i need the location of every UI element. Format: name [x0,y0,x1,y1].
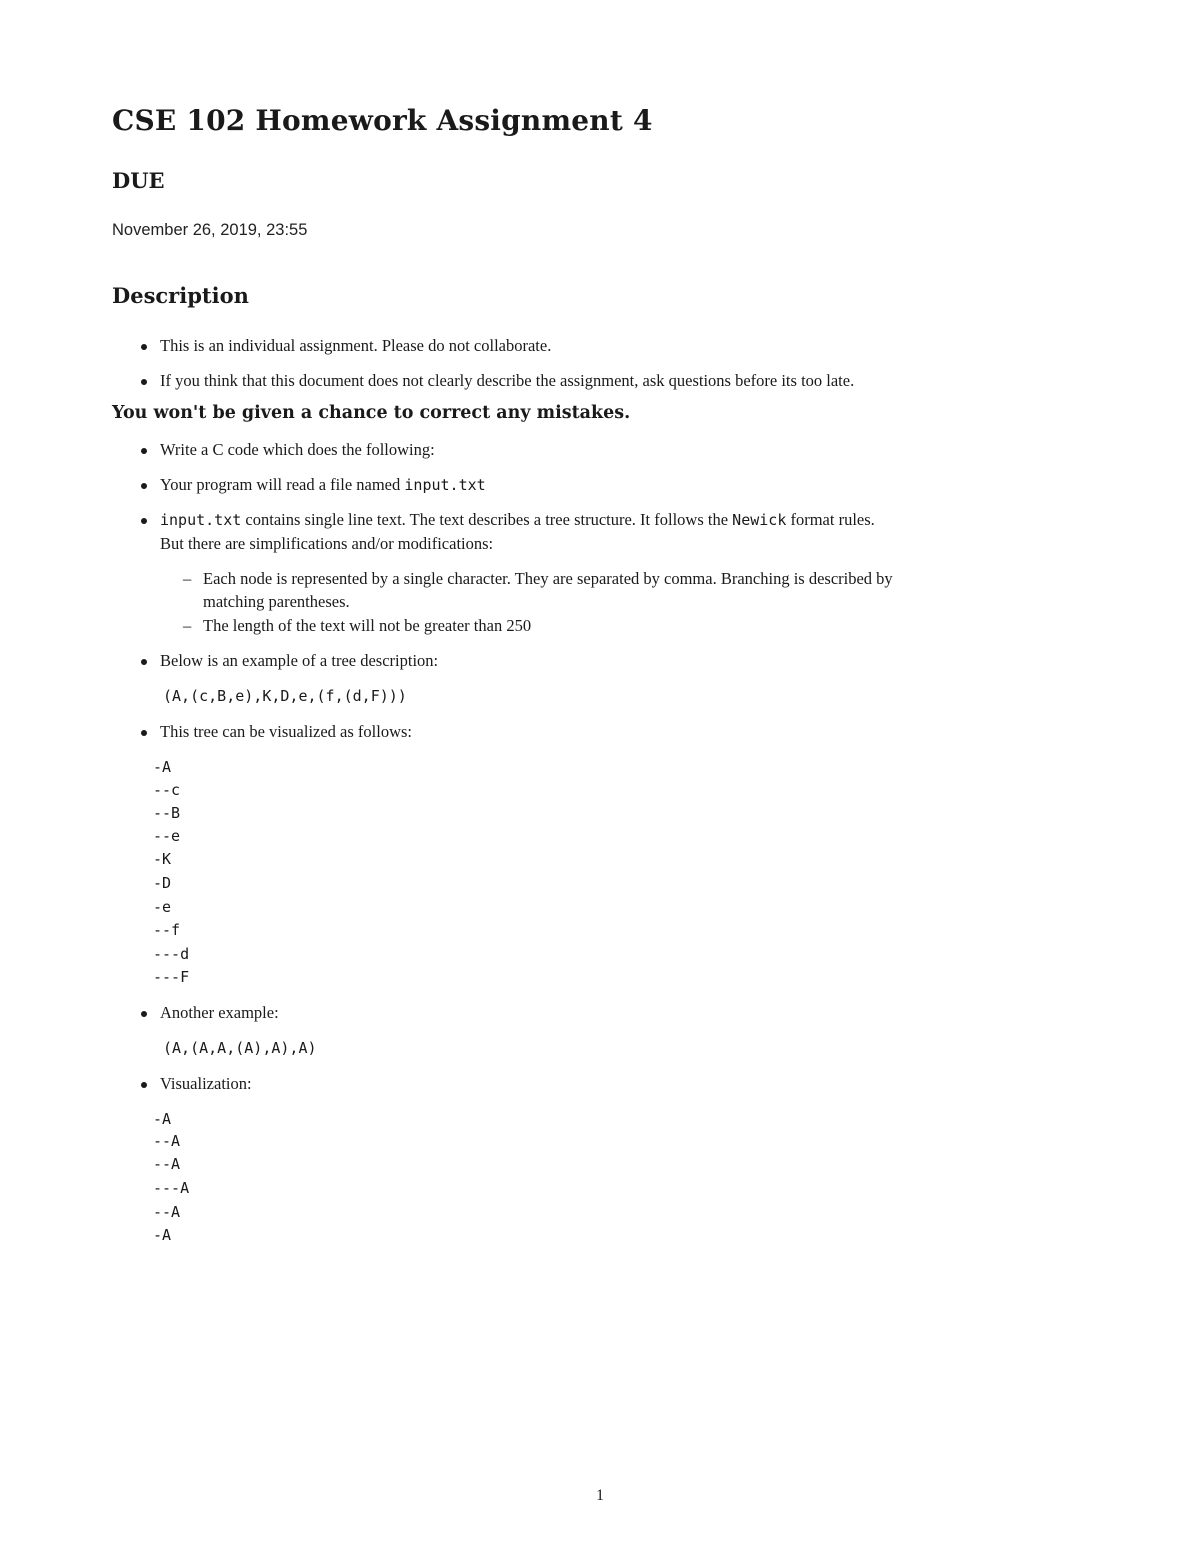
viz1-line: --e [153,827,181,845]
visualization-intro-2: Visualization: [160,1074,252,1093]
viz2-line: -A [153,1226,172,1244]
intro-bullet-2: If you think that this document does not clearly describe the assignment, ask questions before its too late. [160,371,855,390]
viz2-line: --A [153,1132,181,1150]
visualize-intro: This tree can be visualized as follows: [160,722,413,741]
page-number: 1 [596,1487,604,1504]
task-bullet-write-code: Write a C code which does the following: [160,440,435,459]
due-date: November 26, 2019, 23:55 [112,221,308,239]
bullet-icon [141,518,147,524]
bullet-icon [141,659,147,665]
bullet-icon [141,448,147,454]
bullet-icon [141,483,147,489]
viz1-line: --f [153,921,181,939]
input-desc-mid: contains single line text. The text describes a tree structure. It follows the [241,510,733,529]
viz1-line: ---d [153,945,190,963]
page-title: CSE 102 Homework Assignment 4 [112,104,653,137]
warning-text: You won't be given a chance to correct any mistakes. [112,403,631,423]
dash-marker: – [183,569,192,588]
another-example-tree: (A,(A,A,(A),A),A) [163,1039,317,1057]
sub-item-2: The length of the text will not be greater than 250 [203,616,532,635]
bullet-icon [141,1082,147,1088]
read-file-text: Your program will read a file named [160,475,405,494]
viz1-line: ---F [153,968,190,986]
viz1-line: -K [153,850,172,868]
task-bullet-input-desc-line1 [160,510,875,530]
task-bullet-input-desc-line2: But there are simplifications and/or modifications: [160,534,494,553]
viz1-line: --B [153,804,181,822]
dash-marker: – [183,616,192,635]
viz2-line: ---A [153,1179,190,1197]
input-filename-code: input.txt [160,511,242,529]
newick-term: Newick [732,511,787,529]
bullet-icon [141,379,147,385]
viz1-line: -A [153,758,172,776]
bullet-icon [141,344,147,350]
description-heading: Description [112,283,249,308]
viz1-line: -D [153,874,172,892]
example-intro: Below is an example of a tree description: [160,651,439,670]
viz1-line: -e [153,898,172,916]
viz1-line: --c [153,781,181,799]
input-desc-end: format rules. [786,510,875,529]
bullet-icon [141,1011,147,1017]
example-tree: (A,(c,B,e),K,D,e,(f,(d,F))) [163,687,407,705]
viz2-line: -A [153,1110,172,1128]
another-example-intro: Another example: [160,1003,279,1022]
bullet-icon [141,730,147,736]
viz2-line: --A [153,1155,181,1173]
sub-item-1-line2: matching parentheses. [203,592,350,611]
due-heading: DUE [112,168,165,193]
sub-item-1-line1: Each node is represented by a single character. They are separated by comma. Branching is described by [203,569,893,588]
viz2-line: --A [153,1203,181,1221]
input-filename: input.txt [404,476,486,494]
task-bullet-read-file [160,475,486,495]
intro-bullet-1: This is an individual assignment. Please do not collaborate. [160,336,552,355]
